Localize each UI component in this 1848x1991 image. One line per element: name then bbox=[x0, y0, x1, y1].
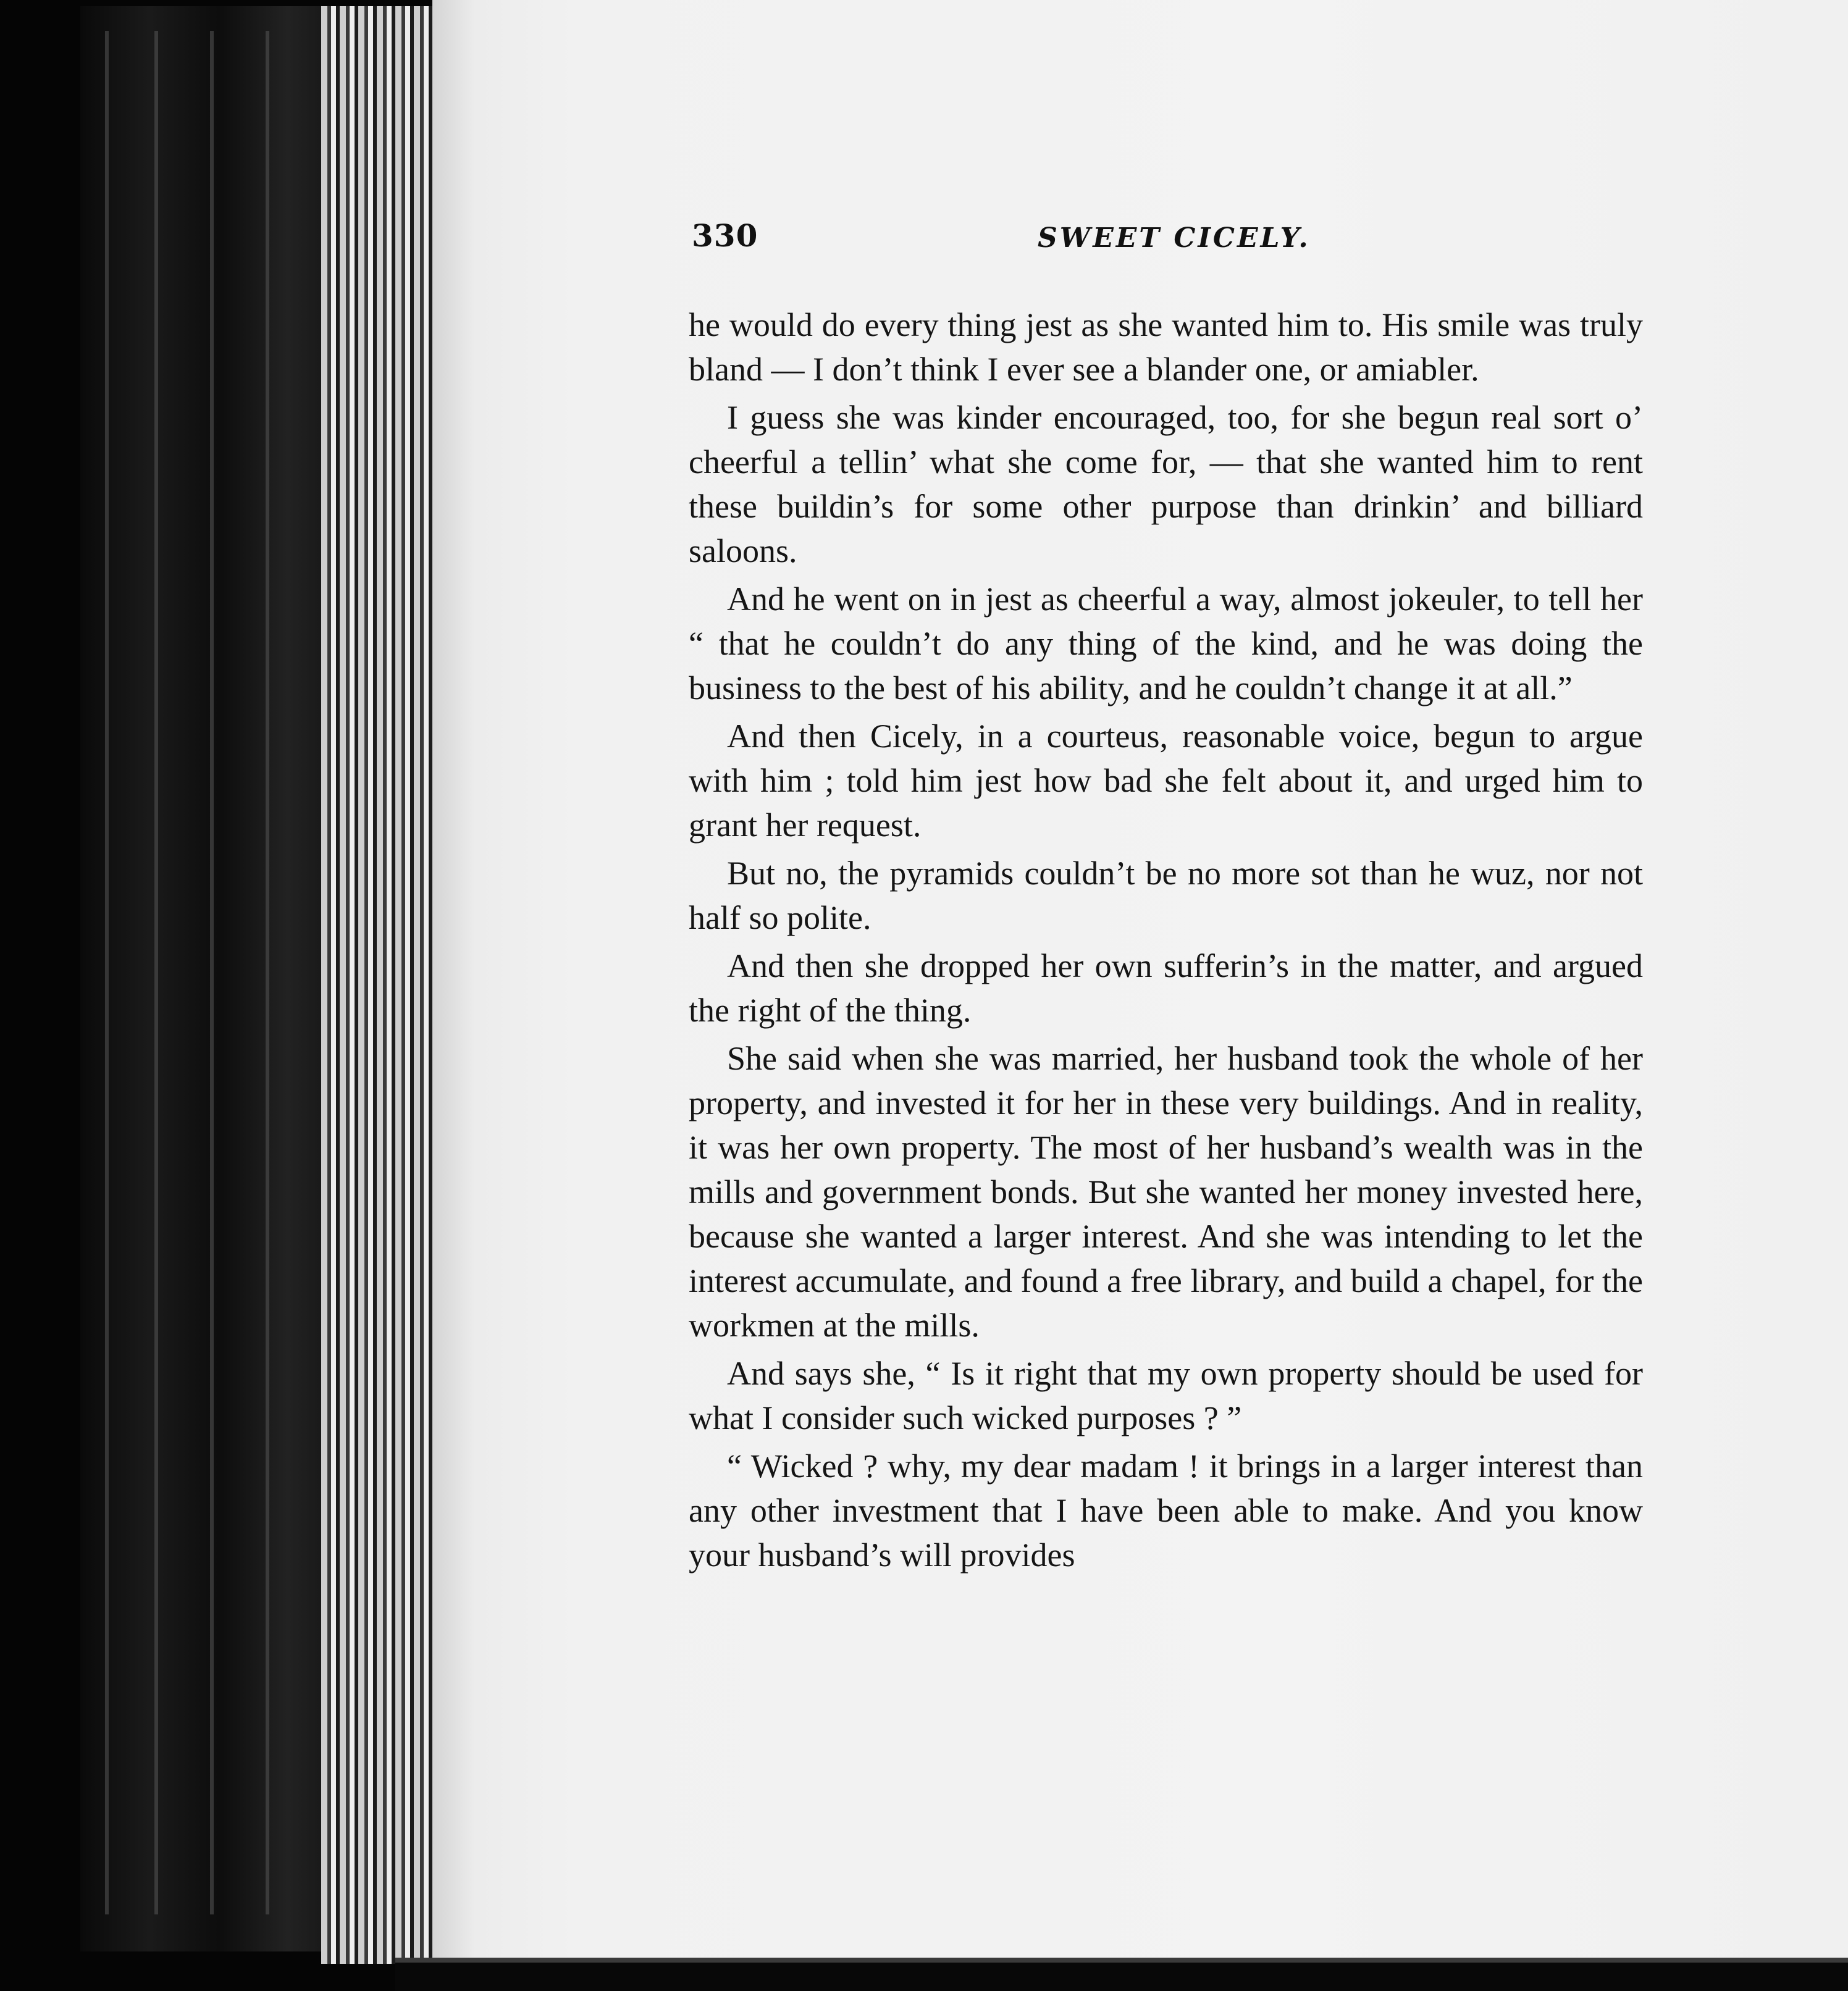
paragraph: And says she, “ Is it right that my own property should be used for what I consider such wicked purposes ? ” bbox=[689, 1355, 1643, 1436]
edge-line bbox=[266, 31, 269, 1914]
paragraph: But no, the pyramids couldn’t be no more sot than he wuz, nor not half so polite. bbox=[689, 855, 1643, 936]
page-number: 330 bbox=[692, 217, 758, 254]
page-edges bbox=[321, 6, 439, 1964]
body-text bbox=[689, 303, 1643, 1577]
paragraph: She said when she was married, her husband took the whole of her property, and invested it for her in these very buildings. And in reality, it was her own property. The most of her husband’s wealth was in the mills and government bonds. But she wanted her money invested here, because she wanted a larger interest. And she was intending to let the interest accumulate, and found a free library, and build a chapel, for the workmen at the mills. bbox=[689, 1040, 1643, 1344]
paragraph: “ Wicked ? why, my dear madam ! it brings in a larger interest than any other investment that I have been able to make. And you know your husband’s will provides bbox=[689, 1448, 1643, 1574]
edge-line bbox=[210, 31, 214, 1914]
paragraph: he would do every thing jest as she wanted him to. His smile was truly bland — I don’t think I ever see a blander one, or amiabler. bbox=[689, 306, 1643, 388]
bottom-edge bbox=[395, 1958, 1848, 1991]
edge-line bbox=[154, 31, 158, 1914]
paragraph: And then she dropped her own sufferin’s in the matter, and argued the right of the thing. bbox=[689, 947, 1643, 1029]
paragraph: And he went on in jest as cheerful a way, almost jokeuler, to tell her “ that he couldn’t do any thing of the kind, and he was doing the business to the best of his ability, and he couldn’t change it at all.” bbox=[689, 581, 1643, 706]
paragraph: I guess she was kinder encouraged, too, for she begun real sort o’ cheerful a tellin’ what she come for, — that she wanted him to rent these buildin’s for some other purpose than drinkin’ and billiard saloons. bbox=[689, 399, 1643, 569]
running-title: SWEET CICELY. bbox=[1038, 222, 1311, 254]
edge-line bbox=[105, 31, 109, 1914]
paragraph: And then Cicely, in a courteus, reasonable voice, begun to argue with him ; told him jest how bad she felt about it, and urged him to grant her request. bbox=[689, 718, 1643, 844]
page-header bbox=[692, 217, 1649, 267]
